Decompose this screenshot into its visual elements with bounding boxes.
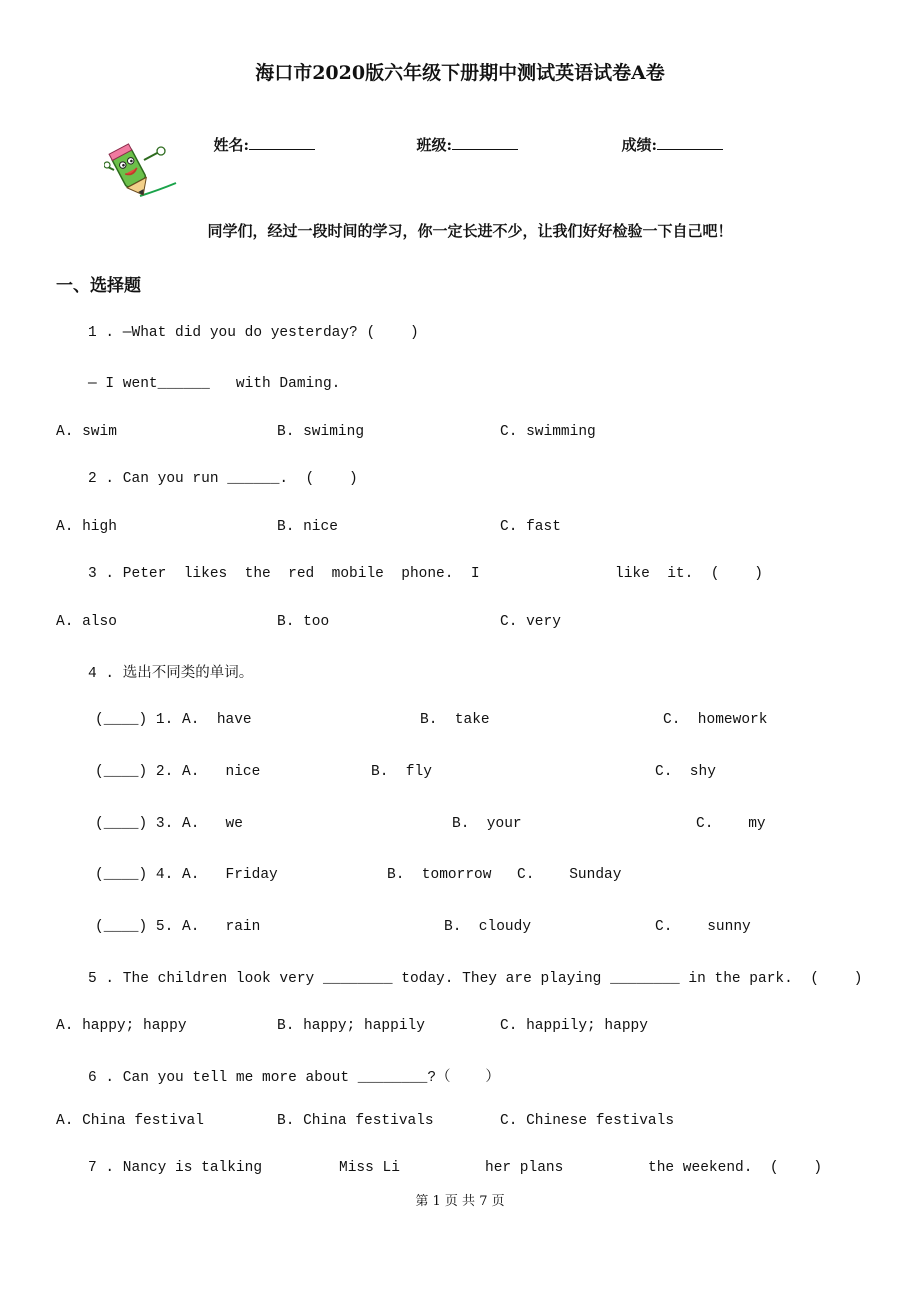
question-2-option-b: B. nice bbox=[277, 519, 338, 535]
question-6-option-b: B. China festivals bbox=[277, 1113, 434, 1129]
question-4-item-5-c: C. sunny bbox=[655, 919, 751, 935]
name-field bbox=[203, 116, 315, 155]
question-1-line2: — I went______ with Daming. bbox=[88, 376, 341, 392]
page-title: 海口市2020版六年级下册期中测试英语试卷A卷 bbox=[255, 62, 665, 84]
question-3-option-a: A. also bbox=[56, 614, 117, 630]
score-blank bbox=[657, 135, 723, 150]
question-5-option-c: C. happily; happy bbox=[500, 1018, 648, 1034]
question-4-item-1-b: B. take bbox=[420, 712, 490, 728]
score-field bbox=[611, 116, 723, 155]
section-title: 一、选择题 bbox=[56, 276, 141, 296]
question-5-option-a: A. happy; happy bbox=[56, 1018, 187, 1034]
question-4-item-3: (____) 3. A. we bbox=[95, 816, 243, 832]
question-6-option-c: C. Chinese festivals bbox=[500, 1113, 675, 1129]
class-label: 班级: bbox=[416, 136, 452, 154]
name-blank bbox=[249, 135, 315, 150]
question-1-option-a: A. swim bbox=[56, 424, 117, 440]
class-blank bbox=[452, 135, 518, 150]
question-1-option-c: C. swimming bbox=[500, 424, 596, 440]
question-4-item-4-c: C. Sunday bbox=[517, 867, 622, 883]
pencil-mascot-icon bbox=[104, 138, 182, 200]
question-4-item-5-b: B. cloudy bbox=[444, 919, 532, 935]
question-1-stem: 1 . —What did you do yesterday? ( ) bbox=[88, 325, 419, 341]
question-7-part-2: Miss Li bbox=[339, 1160, 400, 1176]
question-3-option-b: B. too bbox=[277, 614, 330, 630]
question-4-item-4-b: B. tomorrow bbox=[387, 867, 492, 883]
question-4-item-2-c: C. shy bbox=[655, 764, 716, 780]
question-2-option-a: A. high bbox=[56, 519, 117, 535]
question-5-stem: 5 . The children look very ________ today. They are playing ________ in the park. ( ) bbox=[88, 971, 863, 987]
encouragement-text: 同学们，经过一段时间的学习，你一定长进不少，让我们好好检验一下自己吧！ bbox=[207, 222, 733, 240]
page-footer: 第 1 页 共 7 页 bbox=[415, 1194, 505, 1209]
question-3-stem-right: like it. ( ) bbox=[615, 566, 763, 582]
question-5-option-b: B. happy; happily bbox=[277, 1018, 425, 1034]
name-label: 姓名: bbox=[213, 136, 249, 154]
question-6-option-a: A. China festival bbox=[56, 1113, 204, 1129]
question-6-stem: 6 . Can you tell me more about ________?（ ） bbox=[88, 1070, 500, 1086]
question-4-item-2-b: B. fly bbox=[371, 764, 432, 780]
question-4-item-1: (____) 1. A. have bbox=[95, 712, 252, 728]
question-3-stem-left: 3 . Peter likes the red mobile phone. I bbox=[88, 566, 480, 582]
question-1-option-b: B. swiming bbox=[277, 424, 365, 440]
question-4-item-3-c: C. my bbox=[696, 816, 766, 832]
question-2-stem: 2 . Can you run ______. ( ) bbox=[88, 471, 358, 487]
question-7-part-1: 7 . Nancy is talking bbox=[88, 1160, 263, 1176]
question-3-option-c: C. very bbox=[500, 614, 561, 630]
question-4-item-4: (____) 4. A. Friday bbox=[95, 867, 278, 883]
question-4-item-2: (____) 2. A. nice bbox=[95, 764, 261, 780]
question-4-item-3-b: B. your bbox=[452, 816, 522, 832]
question-4-item-1-c: C. homework bbox=[663, 712, 768, 728]
question-2-option-c: C. fast bbox=[500, 519, 561, 535]
question-4-item-5: (____) 5. A. rain bbox=[95, 919, 261, 935]
question-7-part-4: the weekend. ( ) bbox=[648, 1160, 823, 1176]
class-field bbox=[406, 116, 518, 155]
question-4-stem: 4 . 选出不同类的单词。 bbox=[88, 666, 254, 682]
question-7-part-3: her plans bbox=[485, 1160, 564, 1176]
score-label: 成绩: bbox=[621, 136, 657, 154]
